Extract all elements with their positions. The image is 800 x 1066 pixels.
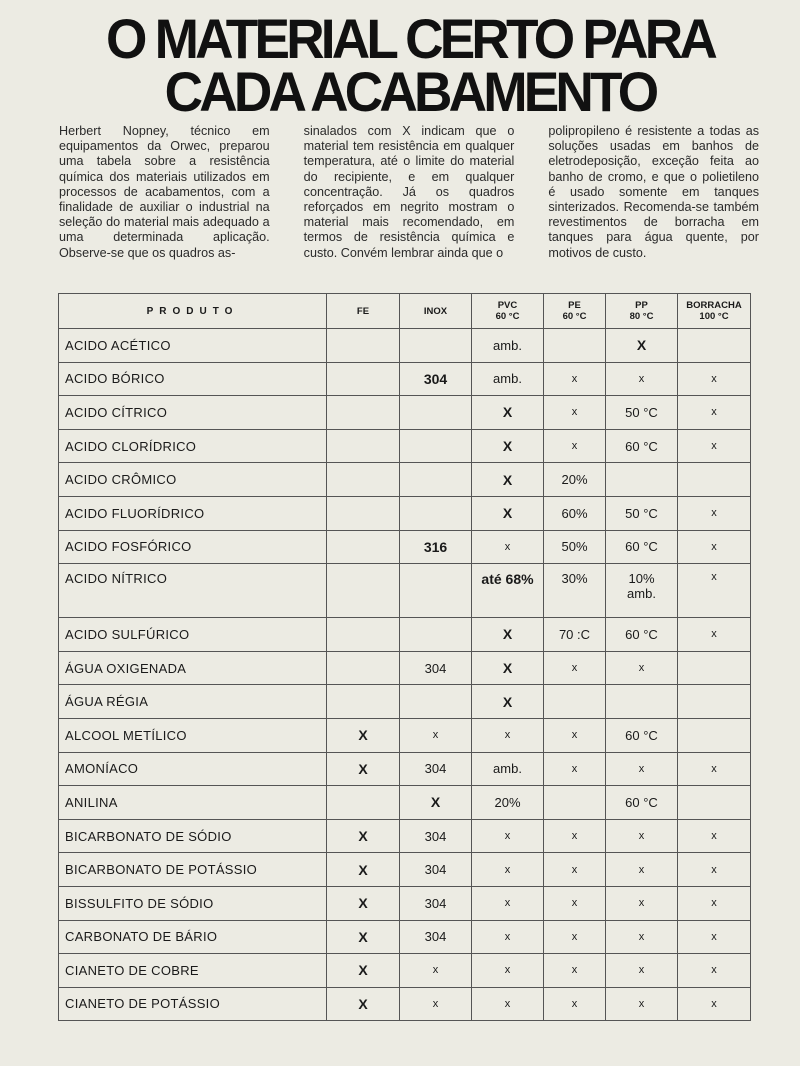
cell-pvc (472, 564, 544, 618)
product-name-cell: ACIDO CÍTRICO (59, 396, 327, 430)
resistance-table (58, 293, 751, 1021)
product-name-cell: CIANETO DE COBRE (59, 954, 327, 988)
cell-pe (544, 618, 606, 652)
intro-column-1 (59, 124, 270, 284)
header-pp-temp: 80 °C (629, 311, 654, 322)
cell-value: X (502, 693, 513, 710)
cell-value: 50 °C (625, 404, 658, 420)
cell-pe (544, 920, 606, 954)
cell-borracha (678, 819, 751, 853)
cell-pe (544, 651, 606, 685)
cell-inox (400, 496, 472, 530)
cell-pp (606, 429, 678, 463)
cell-pvc (472, 618, 544, 652)
cell-value: 316 (423, 538, 448, 555)
cell-borracha (678, 886, 751, 920)
intro-paragraph-2: sinalados com X indicam que o material tem resistência em qualquer temperatura, até o limite do material do recipiente, e em qualquer concentração. Já os quadros reforçados em negrito mostram o material mais recomendado, em termos de resistência química e custo. Convém lembrar ainda que o (303, 124, 515, 260)
cell-inox (400, 718, 472, 752)
cell-pe (544, 853, 606, 887)
cell-pvc (472, 954, 544, 988)
cell-value: x (571, 830, 578, 843)
cell-value: 50% (561, 539, 588, 555)
cell-value: x (711, 540, 717, 553)
cell-borracha (678, 618, 751, 652)
cell-value: x (638, 830, 645, 843)
cell-value: x (571, 406, 578, 419)
cell-fe (327, 329, 400, 363)
cell-fe (327, 396, 400, 430)
cell-pp (606, 987, 678, 1021)
cell-pe (544, 718, 606, 752)
cell-value: x (571, 372, 578, 385)
cell-inox (400, 463, 472, 497)
cell-borracha (678, 651, 751, 685)
header-pvc-temp: 60 °C (495, 311, 520, 322)
cell-value: X (502, 471, 513, 488)
cell-borracha (678, 752, 751, 786)
cell-value: 70 :C (558, 626, 591, 642)
table-row (59, 362, 751, 396)
table-row (59, 954, 751, 988)
cell-value: X (358, 727, 368, 744)
cell-value: x (638, 997, 645, 1010)
cell-inox (400, 786, 472, 820)
cell-value: X (502, 626, 513, 643)
cell-value: x (504, 729, 511, 742)
cell-fe (327, 564, 400, 618)
cell-value: 304 (424, 862, 447, 878)
cell-pvc (472, 752, 544, 786)
product-name-cell: AMONÍACO (59, 752, 327, 786)
cell-fe (327, 496, 400, 530)
cell-value: x (504, 964, 511, 977)
cell-fe (327, 685, 400, 719)
cell-value: X (502, 438, 513, 455)
page-title (59, 7, 762, 123)
cell-fe (327, 752, 400, 786)
cell-value: x (711, 897, 717, 910)
cell-fe (327, 786, 400, 820)
table-row (59, 920, 751, 954)
cell-value: x (432, 997, 439, 1010)
header-inox: INOX (400, 294, 472, 329)
table-row (59, 429, 751, 463)
cell-value: X (358, 962, 368, 979)
cell-value: 60 °C (625, 626, 658, 642)
cell-inox (400, 530, 472, 564)
cell-value: x (571, 997, 578, 1010)
cell-inox (400, 362, 472, 396)
header-pvc (472, 294, 544, 329)
cell-borracha (678, 987, 751, 1021)
cell-borracha (678, 786, 751, 820)
cell-value: x (711, 372, 717, 385)
cell-inox (400, 396, 472, 430)
product-name-cell: ACIDO ACÉTICO (59, 329, 327, 363)
cell-value: x (571, 662, 578, 675)
cell-borracha (678, 718, 751, 752)
cell-pe (544, 362, 606, 396)
cell-inox (400, 429, 472, 463)
cell-pvc (472, 786, 544, 820)
cell-pvc (472, 718, 544, 752)
cell-value: amb. (493, 371, 522, 387)
cell-pp (606, 651, 678, 685)
product-name-cell: ACIDO BÓRICO (59, 362, 327, 396)
cell-pp (606, 853, 678, 887)
header-produto: PRODUTO (59, 294, 327, 329)
cell-value: 304 (424, 929, 447, 945)
cell-value: X (502, 404, 513, 421)
product-name-cell: ANILINA (59, 786, 327, 820)
cell-value: 60% (561, 505, 588, 521)
cell-value: x (638, 762, 645, 775)
cell-value: x (571, 440, 578, 453)
cell-value: x (504, 930, 511, 943)
cell-pvc (472, 496, 544, 530)
cell-value: X (430, 794, 441, 811)
cell-value: 60 °C (625, 794, 658, 810)
cell-borracha (678, 429, 751, 463)
cell-pe (544, 786, 606, 820)
cell-value: x (711, 406, 717, 419)
cell-pvc (472, 429, 544, 463)
cell-fe (327, 819, 400, 853)
cell-value: X (358, 861, 368, 878)
cell-pp (606, 564, 678, 618)
cell-pe (544, 819, 606, 853)
cell-value: x (711, 571, 717, 584)
cell-pe (544, 463, 606, 497)
cell-fe (327, 463, 400, 497)
cell-pp (606, 954, 678, 988)
cell-borracha (678, 496, 751, 530)
product-name-cell: ACIDO CRÔMICO (59, 463, 327, 497)
header-pe-temp: 60 °C (562, 311, 587, 322)
cell-pe (544, 396, 606, 430)
cell-borracha (678, 853, 751, 887)
cell-borracha (678, 920, 751, 954)
cell-value: x (504, 830, 511, 843)
cell-fe (327, 853, 400, 887)
table-row (59, 329, 751, 363)
table-header-row (59, 294, 751, 329)
cell-value: x (504, 897, 511, 910)
cell-inox (400, 618, 472, 652)
cell-pe (544, 987, 606, 1021)
cell-fe (327, 886, 400, 920)
cell-pp (606, 496, 678, 530)
cell-value: x (432, 964, 439, 977)
cell-value: x (711, 863, 717, 876)
cell-pvc (472, 886, 544, 920)
cell-value: x (711, 997, 717, 1010)
cell-pvc (472, 396, 544, 430)
table-row (59, 564, 751, 618)
intro-column-3 (548, 124, 759, 284)
header-fe: FE (327, 294, 400, 329)
cell-value: 50 °C (625, 505, 658, 521)
table-row (59, 886, 751, 920)
product-name-cell: ALCOOL METÍLICO (59, 718, 327, 752)
cell-value: 60 °C (625, 539, 658, 555)
cell-pp (606, 920, 678, 954)
table-row (59, 853, 751, 887)
header-pp-label: PP (635, 300, 648, 311)
cell-value: x (638, 372, 645, 385)
cell-value: X (636, 337, 647, 354)
cell-value: x (571, 762, 578, 775)
cell-value: X (358, 828, 368, 845)
header-pe-label: PE (568, 300, 581, 311)
product-name-cell: CARBONATO DE BÁRIO (59, 920, 327, 954)
cell-value: x (432, 729, 439, 742)
cell-pe (544, 752, 606, 786)
cell-pp (606, 786, 678, 820)
cell-value: x (504, 863, 511, 876)
cell-fe (327, 429, 400, 463)
cell-value: 60 °C (625, 438, 658, 454)
cell-value: x (711, 964, 717, 977)
cell-inox (400, 954, 472, 988)
cell-fe (327, 362, 400, 396)
header-borracha-temp: 100 °C (699, 311, 729, 322)
table-body (59, 329, 751, 1021)
cell-inox (400, 329, 472, 363)
cell-pvc (472, 920, 544, 954)
cell-inox (400, 853, 472, 887)
cell-borracha (678, 564, 751, 618)
cell-fe (327, 920, 400, 954)
cell-value: X (502, 660, 513, 677)
cell-fe (327, 618, 400, 652)
cell-value: x (638, 897, 645, 910)
cell-fe (327, 651, 400, 685)
cell-pp (606, 396, 678, 430)
cell-value: x (711, 628, 717, 641)
cell-value: 304 (424, 828, 447, 844)
cell-pvc (472, 362, 544, 396)
table-row (59, 987, 751, 1021)
cell-value: x (711, 507, 717, 520)
cell-value: x (711, 440, 717, 453)
cell-pe (544, 564, 606, 618)
cell-inox (400, 564, 472, 618)
cell-borracha (678, 362, 751, 396)
cell-borracha (678, 954, 751, 988)
table-row (59, 618, 751, 652)
cell-value: X (502, 505, 513, 522)
cell-value: x (571, 729, 578, 742)
cell-pe (544, 429, 606, 463)
table-row (59, 651, 751, 685)
cell-pvc (472, 819, 544, 853)
cell-fe (327, 530, 400, 564)
header-pvc-label: PVC (497, 300, 518, 311)
cell-value: amb. (493, 337, 522, 353)
header-pe (544, 294, 606, 329)
table-row (59, 496, 751, 530)
cell-pvc (472, 651, 544, 685)
intro-text (59, 124, 759, 284)
cell-borracha (678, 329, 751, 363)
cell-pe (544, 886, 606, 920)
cell-value: x (711, 762, 717, 775)
cell-pp (606, 752, 678, 786)
product-name-cell: BISSULFITO DE SÓDIO (59, 886, 327, 920)
cell-pp (606, 618, 678, 652)
cell-inox (400, 752, 472, 786)
cell-fe (327, 718, 400, 752)
cell-pp (606, 685, 678, 719)
cell-pe (544, 954, 606, 988)
cell-value: x (638, 662, 645, 675)
cell-value: 30% (561, 571, 588, 587)
table-row (59, 718, 751, 752)
cell-fe (327, 954, 400, 988)
cell-value: X (358, 760, 368, 777)
cell-value: x (571, 897, 578, 910)
table-row (59, 463, 751, 497)
cell-pp (606, 362, 678, 396)
cell-inox (400, 651, 472, 685)
cell-value: x (711, 830, 717, 843)
intro-column-2 (304, 124, 515, 284)
product-name-cell: BICARBONATO DE SÓDIO (59, 819, 327, 853)
cell-pvc (472, 530, 544, 564)
cell-pe (544, 685, 606, 719)
cell-pp (606, 329, 678, 363)
cell-pvc (472, 463, 544, 497)
cell-value: até 68% (481, 571, 534, 588)
product-name-cell: ÁGUA OXIGENADA (59, 651, 327, 685)
cell-value: amb. (493, 761, 522, 777)
table-row (59, 752, 751, 786)
cell-value-secondary: amb. (627, 586, 656, 602)
product-name-cell: ACIDO FLUORÍDRICO (59, 496, 327, 530)
cell-pp (606, 718, 678, 752)
cell-inox (400, 819, 472, 853)
cell-pp (606, 530, 678, 564)
table-row (59, 530, 751, 564)
cell-pe (544, 530, 606, 564)
cell-pvc (472, 329, 544, 363)
title-line-2: CADA ACABAMENTO (164, 60, 656, 123)
product-name-cell: CIANETO DE POTÁSSIO (59, 987, 327, 1021)
cell-borracha (678, 530, 751, 564)
cell-value: x (638, 964, 645, 977)
product-name-cell: ACIDO SULFÚRICO (59, 618, 327, 652)
product-name-cell: ACIDO NÍTRICO (59, 564, 327, 618)
cell-value: 20% (494, 794, 521, 810)
cell-value: x (504, 997, 511, 1010)
cell-value: x (571, 964, 578, 977)
product-name-cell: ACIDO FOSFÓRICO (59, 530, 327, 564)
cell-value: 304 (424, 761, 447, 777)
cell-inox (400, 685, 472, 719)
cell-value: 60 °C (625, 727, 658, 743)
cell-inox (400, 987, 472, 1021)
cell-value: x (638, 863, 645, 876)
cell-borracha (678, 463, 751, 497)
cell-inox (400, 886, 472, 920)
cell-value: x (638, 930, 645, 943)
cell-inox (400, 920, 472, 954)
cell-pvc (472, 987, 544, 1021)
cell-value: x (571, 930, 578, 943)
cell-value: x (571, 863, 578, 876)
cell-pe (544, 329, 606, 363)
cell-value: 304 (423, 370, 448, 387)
table-row (59, 396, 751, 430)
cell-value: X (358, 995, 368, 1012)
cell-pvc (472, 685, 544, 719)
header-borracha (678, 294, 751, 329)
cell-value: X (358, 895, 368, 912)
cell-value: 304 (424, 660, 447, 676)
cell-value: x (711, 930, 717, 943)
intro-paragraph-3: polipropileno é resistente a todas as soluções usadas em banhos de eletrodeposição, exceção feita ao banho de cromo, e que o polietileno é usado somente em tanques sinterizados. Recomenda-se também revestimentos de borracha em tanques para água quente, por motivos de custo. (548, 124, 760, 260)
cell-borracha (678, 685, 751, 719)
cell-pp (606, 819, 678, 853)
table-row (59, 786, 751, 820)
cell-pp (606, 463, 678, 497)
table-row (59, 685, 751, 719)
cell-value: X (358, 928, 368, 945)
cell-value: 304 (424, 895, 447, 911)
product-name-cell: ACIDO CLORÍDRICO (59, 429, 327, 463)
cell-pe (544, 496, 606, 530)
intro-paragraph-1: Herbert Nopney, técnico em equipamentos da Orwec, preparou uma tabela sobre a resistência química dos materiais utilizados em processos de acabamentos, com a finalidade de auxiliar o industrial na seleção do material mais adequado a uma determinada aplicação. Observe-se que os quadros as- (59, 124, 270, 260)
product-name-cell: ÁGUA RÉGIA (59, 685, 327, 719)
cell-value: x (504, 540, 511, 553)
cell-value: 20% (561, 472, 588, 488)
cell-borracha (678, 396, 751, 430)
header-borracha-label: BORRACHA (686, 300, 742, 311)
cell-pvc (472, 853, 544, 887)
product-name-cell: BICARBONATO DE POTÁSSIO (59, 853, 327, 887)
title-line-1: O MATERIAL CERTO PARA (106, 7, 714, 70)
cell-pp (606, 886, 678, 920)
cell-value: 10% (628, 571, 655, 587)
header-pp (606, 294, 678, 329)
table-row (59, 819, 751, 853)
cell-fe (327, 987, 400, 1021)
